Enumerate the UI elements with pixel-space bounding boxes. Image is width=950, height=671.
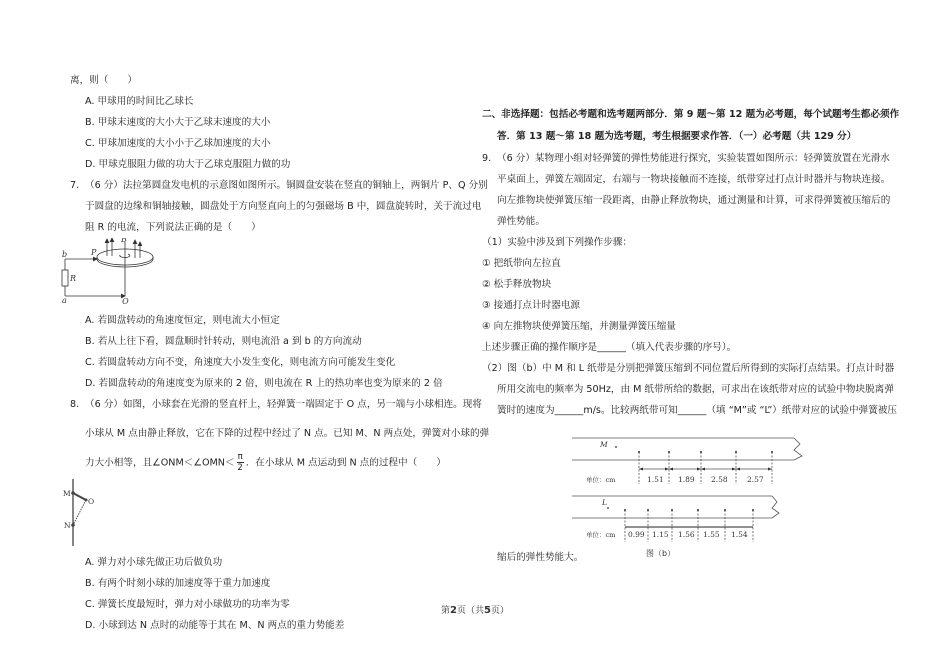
footer-suffix: 页） — [490, 606, 509, 616]
question-number: 8. — [70, 399, 80, 410]
q9-step-3: ③ 接通打点计时器电源 — [482, 300, 580, 311]
tape-L-unit: 单位：cm — [586, 531, 616, 539]
q8-text: （6 分）如图，小球套在光滑的竖直杆上，轻弹簧一端固定于 O 点，另一端与小球相连。现将 — [85, 399, 482, 410]
q8-line-1 — [70, 394, 482, 415]
option-text: 若从上往下看，圆盘顺时针转动，则电流沿 a 到 b 的方向流动 — [97, 336, 362, 347]
option-text: 若圆盘转动方向不变，角速度大小发生变化，则电流方向可能发生变化 — [97, 357, 396, 368]
option-text: 若圆盘转动的角速度变为原来的 2 倍，则电流在 R 上的热功率也变为原来的 2 倍 — [98, 378, 443, 389]
q7-line-1 — [70, 175, 488, 196]
tape-M-interval-2: 1.89 — [678, 475, 695, 484]
q8-option-b — [70, 573, 470, 594]
tape-L-interval-2: 1.15 — [652, 530, 669, 539]
fraction-denominator: 2 — [237, 463, 243, 473]
tape-M-label: M — [600, 440, 608, 449]
label-a: a — [62, 296, 67, 304]
q9-line-4: 弹性势能。 — [497, 216, 545, 227]
label-Q: Q — [122, 297, 129, 304]
option-label: D. — [85, 378, 96, 389]
q9-line-2: 平桌面上，弹簧左端固定，右端与一物块接触而不连接，纸带穿过打点计时器并与物块连接。 — [497, 174, 891, 185]
faraday-disk-diagram — [55, 238, 215, 304]
label-M: M — [63, 488, 71, 498]
q7-text: （6 分）法拉第圆盘发电机的示意图如图所示。铜圆盘安装在竖直的铜轴上，两铜片 P、Q 分别 — [85, 180, 488, 191]
tape-M-interval-4: 2.57 — [747, 475, 764, 484]
q9-step-1: ① 把纸带向左拉直 — [482, 258, 561, 269]
q9-part2-line-1: （2）图（b）中 M 和 L 纸带是分别把弹簧压缩到不同位置后所得到的实际打点结果。打点计时器 — [482, 363, 895, 374]
option-label: D. — [85, 159, 96, 170]
q9-part2-line-2: 所用交流电的频率为 50Hz，由 M 纸带所给的数据，可求出在该纸带对应的试验中物块脱离弹 — [497, 384, 894, 395]
option-label: D. — [85, 619, 96, 631]
left-column — [62, 70, 490, 636]
q9-part2-line-3: 簧时的速度为______m/s。比较两纸带可知______（填 “M”或 “L”）纸带对应的试验中弹簧被压 — [497, 405, 898, 416]
total-pages: 5 — [484, 605, 491, 616]
option-text: 甲球加速度的大小小于乙球加速度的大小 — [97, 138, 271, 149]
q7-line-3: 阻 R 的电流，下列说法正确的是（ ） — [85, 222, 261, 233]
tape-M-unit: 单位：cm — [586, 476, 616, 484]
q9-line-1 — [482, 148, 912, 169]
q8-line-3 — [70, 452, 470, 474]
tape-M-interval-1: 1.51 — [647, 475, 664, 484]
option-label: A. — [85, 556, 95, 568]
q8-line-2: 小球从 M 点由静止释放，它在下降的过程中经过了 N 点。已知 M、N 两点处，弹簧对小球的弹 — [85, 428, 490, 439]
q9-line-3: 向左推物块使弹簧压缩一段距离，由静止释放物块，通过测量和计算，可求得弹簧被压缩后的 — [497, 195, 891, 206]
q9-part2-tail: 缩后的弹性势能大。 — [497, 552, 584, 563]
label-R: R — [70, 274, 77, 283]
question-9 — [482, 148, 912, 421]
option-text: 甲球末速度的大小大于乙球末速度的大小 — [97, 117, 271, 128]
rod-spring-figure — [55, 478, 135, 548]
page-footer — [0, 603, 950, 616]
question-number: 9. — [482, 153, 492, 164]
question-8 — [63, 394, 490, 636]
q7-line-2: 于圆盘的边缘和铜轴接触，圆盘处于方向竖直向上的匀强磁场 B 中，圆盘旋转时，关于流过电 — [85, 201, 482, 212]
q6-option-d — [70, 154, 470, 175]
pi-over-2-fraction — [237, 452, 244, 473]
label-P: P — [91, 248, 97, 257]
option-text: 弹簧长度最短时，弹力对小球做功的功率为零 — [97, 598, 290, 610]
section-heading-line-1: 二、非选择题：包括必考题和选考题两部分．第 9 题～第 12 题为必考题，每个试题考生都必须作 — [482, 109, 900, 120]
footer-mid: 页（共 — [456, 606, 484, 616]
q6-option-a — [70, 91, 470, 112]
option-text: 小球到达 N 点时的动能等于其在 M、N 两点的重力势能差 — [98, 619, 345, 631]
q8-text-after: ．在小球从 M 点运动到 N 点的过程中（ ） — [245, 457, 447, 469]
q6-stem-end: 离，则（ ） — [70, 75, 138, 86]
paper-tape-diagram — [572, 432, 812, 567]
option-label: B. — [85, 577, 95, 589]
q7-option-c — [70, 352, 470, 373]
q8-text-before: 力大小相等，且∠ONM＜∠OMN＜ — [85, 457, 235, 469]
tape-M-interval-3: 2.58 — [711, 475, 728, 484]
footer-prefix: 第 — [441, 606, 451, 616]
option-label: C. — [85, 138, 95, 149]
option-label: A. — [85, 96, 95, 107]
fraction-numerator: π — [237, 452, 243, 462]
tape-L-interval-4: 1.55 — [703, 530, 720, 539]
option-label: C. — [85, 357, 95, 368]
q6-option-c — [70, 133, 470, 154]
figure-b-paper-tapes — [572, 432, 812, 567]
q9-part1-title: （1）实验中涉及到下列操作步骤： — [482, 237, 633, 248]
option-text: 若圆盘转动的角速度恒定，则电流大小恒定 — [97, 315, 280, 326]
faraday-disk-figure — [55, 238, 215, 304]
option-label: B. — [85, 117, 95, 128]
label-b: b — [62, 250, 68, 259]
q7-option-b — [70, 331, 470, 352]
option-text: 甲球用的时间比乙球长 — [97, 96, 194, 107]
q6-option-b — [70, 112, 470, 133]
q6-options — [70, 91, 470, 175]
option-label: C. — [85, 598, 95, 610]
label-O: O — [88, 496, 95, 506]
tape-L-interval-5: 1.54 — [731, 530, 748, 539]
label-B: B — [121, 238, 127, 244]
q9-text: （6 分）某物理小组对轻弹簧的弹性势能进行探究，实验装置如图所示：轻弹簧放置在光滑水 — [497, 153, 890, 164]
q8-option-d — [70, 615, 470, 636]
rod-spring-diagram — [55, 478, 135, 548]
question-7 — [62, 175, 488, 394]
q8-option-a — [70, 552, 470, 573]
question-number: 7. — [70, 180, 80, 191]
option-text: 弹力对小球先做正功后做负功 — [97, 556, 223, 568]
section-heading-line-2: 答．第 13 题～第 18 题为选考题，考生根据要求作答．（一）必考题（共 129 分） — [497, 131, 857, 142]
q9-part1-question: 上述步骤正确的操作顺序是______（填入代表步骤的序号）。 — [482, 342, 737, 353]
figure-b-caption: 图（b） — [646, 549, 676, 558]
option-text: 有两个时刻小球的加速度等于重力加速度 — [97, 577, 271, 589]
option-label: B. — [85, 336, 95, 347]
q9-step-2: ② 松手释放物块 — [482, 279, 552, 290]
current-page-number: 2 — [450, 605, 457, 616]
tape-L-interval-1: 0.99 — [628, 530, 645, 539]
q7-option-d — [70, 373, 470, 394]
tape-L-interval-3: 1.56 — [678, 530, 695, 539]
label-N: N — [64, 520, 71, 530]
section-heading — [482, 104, 912, 148]
option-text: 甲球克服阻力做的功大于乙球克服阻力做的功 — [98, 159, 291, 170]
option-label: A. — [85, 315, 95, 326]
tape-L-label: L — [602, 498, 607, 507]
right-column — [482, 104, 912, 421]
q9-step-4: ④ 向左推物块使弹簧压缩，并测量弹簧压缩量 — [482, 321, 676, 332]
q7-option-a — [70, 310, 470, 331]
